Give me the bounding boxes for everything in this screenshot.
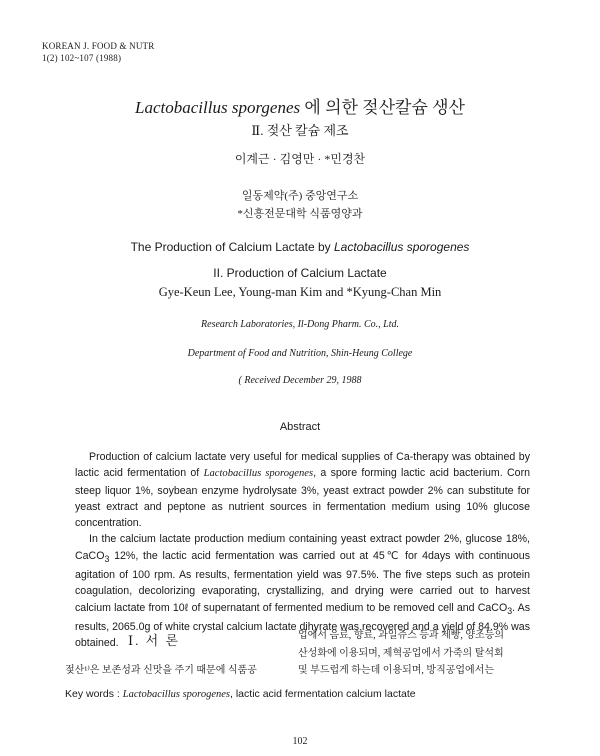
abstract-p2-sub-1: 3: [104, 553, 110, 564]
abstract-p2-text-a: In the calcium lactate production medium containing yeast extract powder 2%, glucose 18%, CaCO: [75, 533, 530, 562]
abstract-p2-text-c: . As results, 2065.0g of white crystal calcium lactate dihyrate was recovered and a yield of 84.9% was obtained.: [75, 601, 531, 650]
introduction-left-column: 젖산¹⁾은 보존성과 신맛을 주기 때문에 식품공: [65, 665, 257, 676]
english-affiliation-2: Department of Food and Nutrition, Shin-Heung College: [187, 348, 413, 359]
english-subtitle: II. Production of Calcium Lactate: [213, 266, 387, 280]
introduction-right-line: 업에서 음료, 향료, 과일쥬스 등과 제빵, 양조등의: [298, 630, 505, 641]
abstract-heading: Abstract: [279, 421, 321, 433]
journal-name: KOREAN J. FOOD & NUTR: [42, 41, 155, 51]
introduction-heading: Ⅰ. 서 론: [128, 633, 181, 648]
abstract-paragraph-1: [75, 449, 530, 531]
page-number: 102: [292, 736, 308, 747]
english-title-organism: Lactobacillus sporogenes: [334, 240, 470, 254]
korean-title: [0, 93, 600, 118]
korean-affiliation-1: 일동제약(주) 중앙연구소: [241, 190, 359, 202]
keywords-organism: Lactobacillus sporogenes: [122, 689, 231, 700]
abstract-p1-text-b: , a spore forming lactic acid bacterium. Corn steep liquor 1%, soybean enzyme hydrolysate 3%, yeast extract powder 2% can substitute for yeast extract and peptone as nutrient sources in fermentation medium using 10% glucose concentration.: [75, 467, 530, 530]
english-affiliation-1: Research Laboratories, Il-Dong Pharm. Co., Ltd.: [201, 319, 399, 330]
korean-title-rest: 에 의한 젖산칼슘 생산: [300, 98, 465, 117]
korean-authors: 이계근 · 김영만 · *민경찬: [234, 152, 366, 166]
korean-affiliation-2: *신흥전문대학 식품영양과: [237, 208, 363, 220]
introduction-right-column: [298, 627, 533, 680]
journal-header: [42, 40, 154, 64]
english-authors: Gye-Keun Lee, Young-man Kim and *Kyung-Chan Min: [158, 285, 442, 299]
korean-title-organism: Lactobacillus sporgenes: [135, 98, 301, 117]
abstract-p2-text-b: 12%, the lactic acid fermentation was carried out at 45℃ for 4days with continuous agitation of 100 rpm. As results, fermentation yield was 97.5%. The five steps such as protein coagulation, decolorizing evaporating, crystallizing, and drying were carried out to harvest calcium lactate from 10ℓ of supernatant of fermented medium to be removed cell and CaCO: [75, 549, 530, 614]
abstract-p2-sub-2: 3: [507, 605, 513, 616]
introduction-right-line: 산성화에 이용되며, 제혁공업에서 가죽의 탈석회: [298, 647, 504, 659]
abstract-body: [75, 449, 530, 652]
keywords: [65, 688, 416, 700]
keywords-label: Key words :: [65, 688, 123, 700]
keywords-rest: , lactic acid fermentation calcium lactate: [230, 688, 416, 700]
english-title-prefix: The Production of Calcium Lactate by: [130, 240, 334, 254]
received-date: ( Received December 29, 1988: [238, 375, 362, 386]
english-title: [0, 240, 600, 254]
journal-citation: 1(2) 102~107 (1988): [42, 53, 122, 63]
introduction-right-line: 및 부드럽게 하는데 이용되며, 방직공업에서는: [298, 665, 495, 676]
abstract-p1-organism: Lactobacillus sporogenes: [203, 468, 314, 480]
abstract-p1-text-a: Production of calcium lactate very useful for medical supplies of Ca-therapy was obtained by lactic acid fermentation of: [75, 451, 530, 480]
korean-subtitle: Ⅱ. 젖산 칼슘 제조: [251, 123, 349, 138]
